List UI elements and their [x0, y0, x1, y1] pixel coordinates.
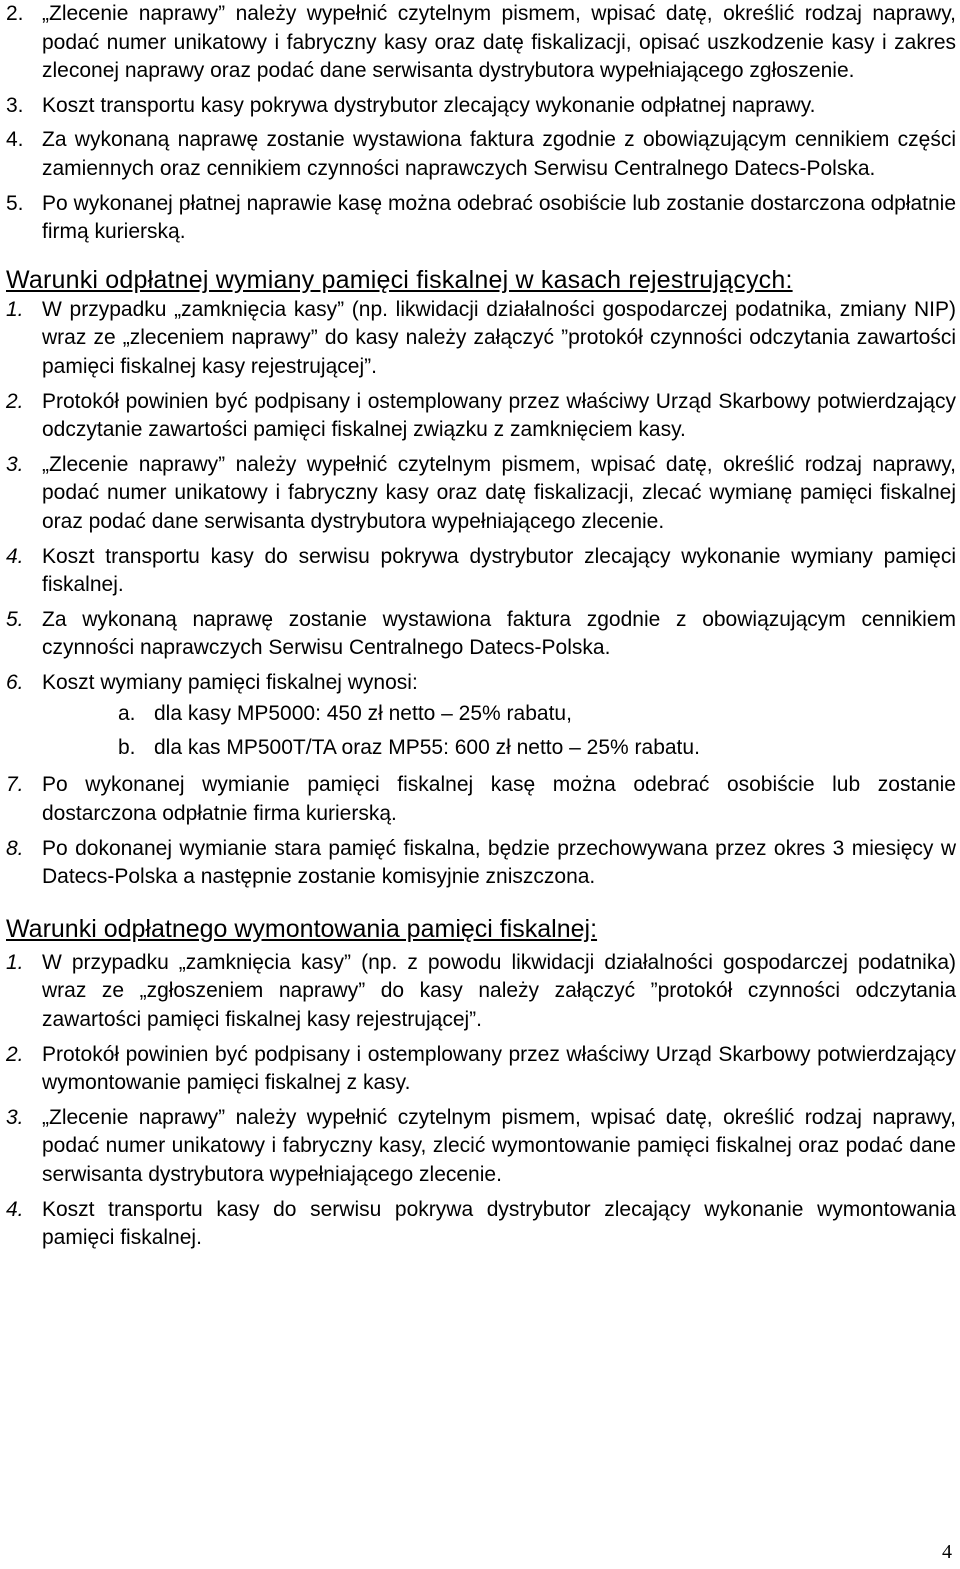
- section-heading-memory-removal: Warunki odpłatnego wymontowania pamięci fiskalnej:: [6, 914, 598, 943]
- list-item: [6, 1196, 956, 1253]
- item-text: Protokół powinien być podpisany i ostemplowany przez właściwy Urząd Skarbowy potwierdzający odczytanie zawartości pamięci fiskalnej związku z zamknięciem kasy.: [42, 389, 956, 442]
- document-page: [6, 0, 956, 1253]
- list-item: [6, 669, 956, 698]
- subitem-letter: a.: [118, 702, 136, 726]
- item-number: 4.: [6, 1197, 24, 1221]
- subitem-text: dla kas MP500T/TA oraz MP55: 600 zł netto – 25% rabatu.: [154, 736, 700, 760]
- list-item: [6, 92, 956, 121]
- item-text: Po wykonanej wymianie pamięci fiskalnej kasę można odebrać osobiście lub zostanie dostarczona odpłatnie firma kurierską.: [42, 773, 956, 826]
- price-subitem: [118, 697, 956, 731]
- item-number: 7.: [6, 773, 24, 797]
- memory-replacement-list: [6, 296, 956, 892]
- list-item: [6, 949, 956, 1035]
- item-number: 4.: [6, 128, 24, 152]
- item-number: 4.: [6, 544, 24, 568]
- item-text: W przypadku „zamknięcia kasy” (np. z powodu likwidacji działalności gospodarczej podatnika) wraz ze „zgłoszeniem naprawy” do kasy należy załączyć ”protokół czynności odczytania zawartości pamięci fiskalnej kasy rejestrującej”.: [42, 950, 956, 1032]
- list-item: [6, 0, 956, 86]
- item-text: „Zlecenie naprawy” należy wypełnić czytelnym pismem, wpisać datę, określić rodzaj naprawy, podać numer unikatowy i fabryczny kasy oraz datę fiskalizacji, opisać uszkodzenie kasy i zakres zleconej naprawy oraz podać dane serwisanta dystrybutora wypełniającego zgłoszenie.: [42, 2, 956, 83]
- item-number: 5.: [6, 607, 24, 631]
- list-item: [6, 190, 956, 247]
- item-text: Koszt transportu kasy pokrywa dystrybutor zlecający wykonanie odpłatnej naprawy.: [42, 93, 816, 117]
- item-text: „Zlecenie naprawy” należy wypełnić czytelnym pismem, wpisać datę, określić rodzaj naprawy, podać numer unikatowy i fabryczny kasy oraz datę fiskalizacji, zlecać wymianę pamięci fiskalnej oraz podać dane serwisanta dystrybutora wypełniającego zlecenie.: [42, 452, 956, 533]
- list-item: [6, 296, 956, 382]
- item-text: Za wykonaną naprawę zostanie wystawiona faktura zgodnie z obowiązującym cennikiem czynności naprawczych Serwisu Centralnego Datecs-Polska.: [42, 607, 956, 660]
- item-number: 1.: [6, 297, 24, 321]
- item-number: 2.: [6, 2, 24, 25]
- item-number: 3.: [6, 1105, 24, 1129]
- section-heading-memory-replacement: Warunki odpłatnej wymiany pamięci fiskalnej w kasach rejestrujących:: [6, 265, 793, 294]
- price-subitem: [118, 731, 956, 765]
- list-item: [6, 1041, 956, 1098]
- list-item: [6, 388, 956, 445]
- item-text: Koszt transportu kasy do serwisu pokrywa dystrybutor zlecający wykonanie wymontowania pamięci fiskalnej.: [42, 1197, 956, 1250]
- item-number: 2.: [6, 389, 24, 413]
- item-number: 8.: [6, 836, 24, 860]
- item-text: Koszt transportu kasy do serwisu pokrywa dystrybutor zlecający wykonanie wymiany pamięci fiskalnej.: [42, 544, 956, 597]
- memory-removal-list: [6, 949, 956, 1253]
- item-number: 6.: [6, 670, 24, 694]
- item-text: Za wykonaną naprawę zostanie wystawiona faktura zgodnie z obowiązującym cennikiem części zamiennych oraz cennikiem czynności naprawczych Serwisu Centralnego Datecs-Polska.: [42, 128, 956, 180]
- item-text: W przypadku „zamknięcia kasy” (np. likwidacji działalności gospodarczej podatnika, zmiany NIP) wraz ze „zleceniem naprawy” do kasy należy załączyć ”protokół czynności odczytania zawartości pamięci fiskalnej kasy rejestrującej”.: [42, 297, 956, 378]
- list-item: [6, 126, 956, 183]
- subitem-letter: b.: [118, 736, 136, 760]
- item-text: „Zlecenie naprawy” należy wypełnić czytelnym pismem, wpisać datę, określić rodzaj naprawy, podać numer unikatowy i fabryczny kasy, zlecić wymontowanie pamięci fiskalnej oraz podać dane serwisanta dystrybutora wypełniającego zlecenie.: [42, 1105, 956, 1186]
- list-item: [6, 771, 956, 828]
- subitem-text: dla kasy MP5000: 450 zł netto – 25% rabatu,: [154, 702, 572, 726]
- item-text: Po wykonanej płatnej naprawie kasę można odebrać osobiście lub zostanie dostarczona odpłatnie firmą kurierską.: [42, 191, 956, 244]
- repair-conditions-list: [6, 0, 956, 247]
- item-number: 1.: [6, 950, 24, 974]
- item-number: 5.: [6, 191, 24, 215]
- list-item: [6, 543, 956, 600]
- list-item: [6, 1104, 956, 1190]
- item-number: 3.: [6, 452, 24, 476]
- item-number: 2.: [6, 1042, 24, 1066]
- item-text: Po dokonanej wymianie stara pamięć fiskalna, będzie przechowywana przez okres 3 miesięcy w Datecs-Polska a następnie zostanie komisyjnie zniszczona.: [42, 836, 956, 889]
- item-text: Koszt wymiany pamięci fiskalnej wynosi:: [42, 670, 418, 694]
- list-item: [6, 606, 956, 663]
- item-text: Protokół powinien być podpisany i ostemplowany przez właściwy Urząd Skarbowy potwierdzający wymontowanie pamięci fiskalnej z kasy.: [42, 1042, 956, 1095]
- list-item: [6, 835, 956, 892]
- page-number: 4: [942, 1541, 952, 1564]
- item-number: 3.: [6, 93, 24, 117]
- list-item: [6, 451, 956, 537]
